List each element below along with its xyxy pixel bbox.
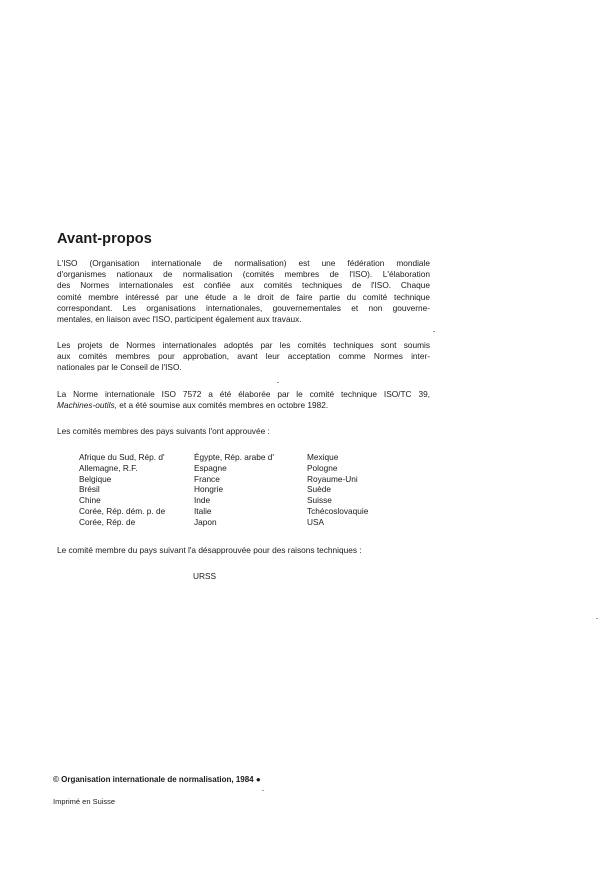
member-column-3 bbox=[307, 452, 368, 528]
text-fragment: et a été soumise aux comités membres en octobre 1982. bbox=[116, 400, 329, 411]
committee-title: Machines-outils, bbox=[57, 400, 117, 411]
dissent-country: URSS bbox=[193, 571, 217, 581]
text-line: correspondant. Les organisations internationales, gouvernementales et non gouverne- bbox=[57, 302, 430, 313]
list-item: Suède bbox=[307, 484, 331, 495]
text-line: nationales par le Conseil de l'ISO. bbox=[57, 362, 182, 373]
text-line: aux comités membres pour approbation, avant leur acceptation comme Normes inter- bbox=[57, 351, 430, 362]
text-line: L'ISO (Organisation internationale de normalisation) est une fédération mondiale bbox=[57, 258, 430, 268]
list-item: Chine bbox=[79, 495, 101, 506]
copyright-notice: © Organisation internationale de normalisation, 1984 ● bbox=[53, 775, 261, 784]
list-item: Corée, Rép. dém. p. de bbox=[79, 505, 166, 516]
list-item: Royaume-Uni bbox=[307, 473, 358, 484]
text-line bbox=[57, 400, 430, 411]
member-column-1 bbox=[79, 452, 165, 528]
members-intro: Les comités membres des pays suivants l'ont approuvée : bbox=[57, 426, 270, 436]
text-line: des Normes internationales est confiée aux comités techniques de l'ISO. Chaque bbox=[57, 280, 430, 291]
list-item: Mexique bbox=[307, 452, 339, 462]
list-item: USA bbox=[307, 516, 325, 527]
scan-speck bbox=[262, 790, 264, 791]
list-item: Suisse bbox=[307, 495, 332, 506]
list-item: Belgique bbox=[79, 473, 112, 484]
list-item: Tchécoslovaquie bbox=[307, 505, 369, 516]
list-item: Italie bbox=[194, 505, 212, 516]
list-item: Japon bbox=[194, 516, 217, 527]
text-line: d'organismes nationaux de normalisation (comités membres de l'ISO). L'élaboration bbox=[57, 269, 430, 280]
scan-speck bbox=[277, 382, 279, 383]
list-item: Espagne bbox=[194, 462, 227, 473]
list-item: Afrique du Sud, Rép. d' bbox=[79, 452, 165, 462]
text-line: La Norme internationale ISO 7572 a été élaborée par le comité technique ISO/TC 39, bbox=[57, 389, 430, 399]
list-item: France bbox=[194, 473, 220, 484]
list-item: Égypte, Rép. arabe d' bbox=[194, 452, 274, 462]
list-item: Inde bbox=[194, 495, 211, 506]
list-item: Pologne bbox=[307, 462, 338, 473]
paragraph-draft-standards bbox=[57, 340, 430, 374]
member-column-2 bbox=[194, 452, 274, 528]
printed-in-notice: Imprimé en Suisse bbox=[53, 797, 116, 806]
list-item: Corée, Rép. de bbox=[79, 516, 136, 527]
text-line: mentales, en liaison avec l'ISO, participent également aux travaux. bbox=[57, 314, 302, 325]
scan-speck bbox=[596, 618, 598, 619]
paragraph-standard-info bbox=[57, 389, 430, 411]
dissent-intro: Le comité membre du pays suivant l'a désapprouvée pour des raisons techniques : bbox=[57, 545, 362, 555]
text-line: Les projets de Normes internationales adoptés par les comités techniques sont soumis bbox=[57, 340, 430, 350]
paragraph-iso-intro bbox=[57, 258, 430, 325]
list-item: Hongrie bbox=[194, 484, 224, 495]
list-item: Brésil bbox=[79, 484, 100, 495]
list-item: Allemagne, R.F. bbox=[79, 462, 138, 473]
page-title: Avant-propos bbox=[57, 231, 152, 247]
scan-speck bbox=[433, 331, 435, 332]
text-line: comité membre intéressé par une étude a le droit de faire partie du comité technique bbox=[57, 291, 430, 302]
